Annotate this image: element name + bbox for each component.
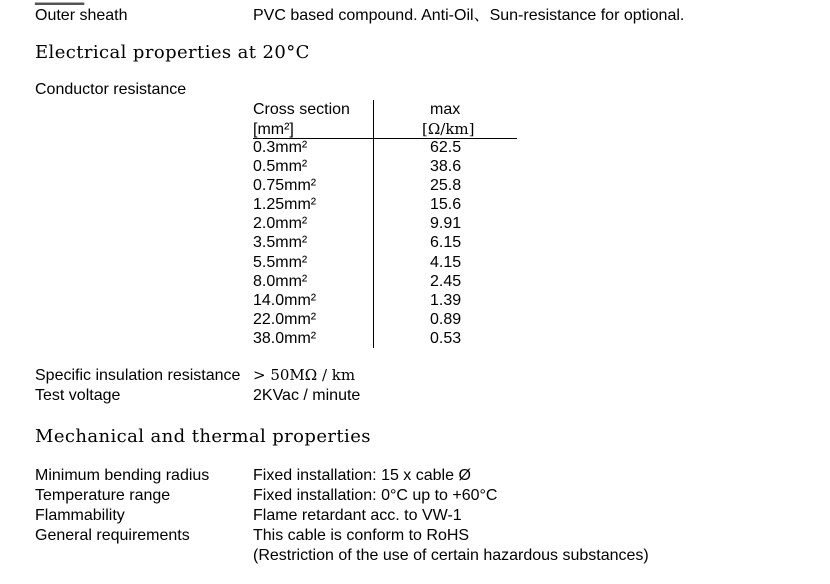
max-resistance-cell: 6.15	[430, 234, 462, 252]
general-requirements-value-continued: (Restriction of the use of certain hazardous substances)	[253, 547, 649, 564]
cross-section-cell: 22.0mm²	[253, 310, 317, 328]
outer-sheath-label: Outer sheath	[35, 7, 128, 24]
table-row	[253, 254, 517, 273]
max-resistance-cell: 9.91	[430, 215, 462, 233]
table-row	[253, 292, 517, 311]
table-header-cross-section: Cross section	[253, 101, 350, 118]
table-row	[253, 158, 517, 177]
max-resistance-cell: 4.15	[430, 253, 462, 271]
table-row	[253, 177, 517, 196]
general-requirements-value: This cable is conform to RoHS	[253, 527, 470, 544]
electrical-properties-heading: Electrical properties at 20°C	[35, 42, 310, 63]
max-resistance-cell: 62.5	[430, 139, 462, 156]
insulation-resistance-value: > 50MΩ / km	[253, 366, 356, 384]
max-resistance-cell: 2.45	[430, 272, 462, 290]
table-row	[253, 273, 517, 292]
mechanical-properties-heading: Mechanical and thermal properties	[35, 426, 371, 447]
temperature-range-value: Fixed installation: 0°C up to +60°C	[253, 487, 498, 504]
bending-radius-value: Fixed installation: 15 x cable Ø	[253, 467, 471, 484]
table-row	[253, 234, 517, 253]
max-resistance-cell: 38.6	[430, 158, 462, 176]
cross-section-cell: 0.5mm²	[253, 158, 308, 176]
cross-section-cell: 38.0mm²	[253, 329, 317, 347]
flammability-label: Flammability	[35, 507, 125, 524]
table-header-max-unit: [Ω/km]	[422, 120, 475, 138]
cross-section-cell: 0.75mm²	[253, 177, 317, 195]
table-row	[253, 139, 517, 158]
general-requirements-label: General requirements	[35, 527, 190, 544]
max-resistance-cell: 0.53	[430, 329, 462, 347]
bending-radius-label: Minimum bending radius	[35, 467, 210, 484]
conductor-resistance-label: Conductor resistance	[35, 81, 187, 98]
table-row	[253, 215, 517, 234]
cross-section-cell: 0.3mm²	[253, 139, 308, 156]
table-header-max: max	[430, 101, 461, 118]
cross-section-cell: 2.0mm²	[253, 215, 308, 233]
table-header-cross-section-unit: [mm²]	[253, 121, 294, 138]
max-resistance-cell: 1.39	[430, 291, 462, 309]
table-body	[253, 139, 517, 349]
insulation-resistance-label: Specific insulation resistance	[35, 367, 241, 384]
table-row	[253, 196, 517, 215]
cross-section-cell: 3.5mm²	[253, 234, 308, 252]
flammability-value: Flame retardant acc. to VW-1	[253, 507, 462, 524]
max-resistance-cell: 15.6	[430, 196, 462, 214]
cross-section-cell: 5.5mm²	[253, 253, 308, 271]
test-voltage-label: Test voltage	[35, 387, 121, 404]
cross-section-cell: 1.25mm²	[253, 196, 317, 214]
test-voltage-value: 2KVac / minute	[253, 387, 361, 404]
cross-section-cell: 14.0mm²	[253, 291, 317, 309]
max-resistance-cell: 25.8	[430, 177, 462, 195]
table-row	[253, 330, 517, 349]
max-resistance-cell: 0.89	[430, 310, 462, 328]
outer-sheath-value: PVC based compound. Anti-Oil、Sun-resistance for optional.	[253, 7, 685, 24]
temperature-range-label: Temperature range	[35, 487, 171, 504]
cross-section-cell: 8.0mm²	[253, 272, 308, 290]
table-row	[253, 311, 517, 330]
